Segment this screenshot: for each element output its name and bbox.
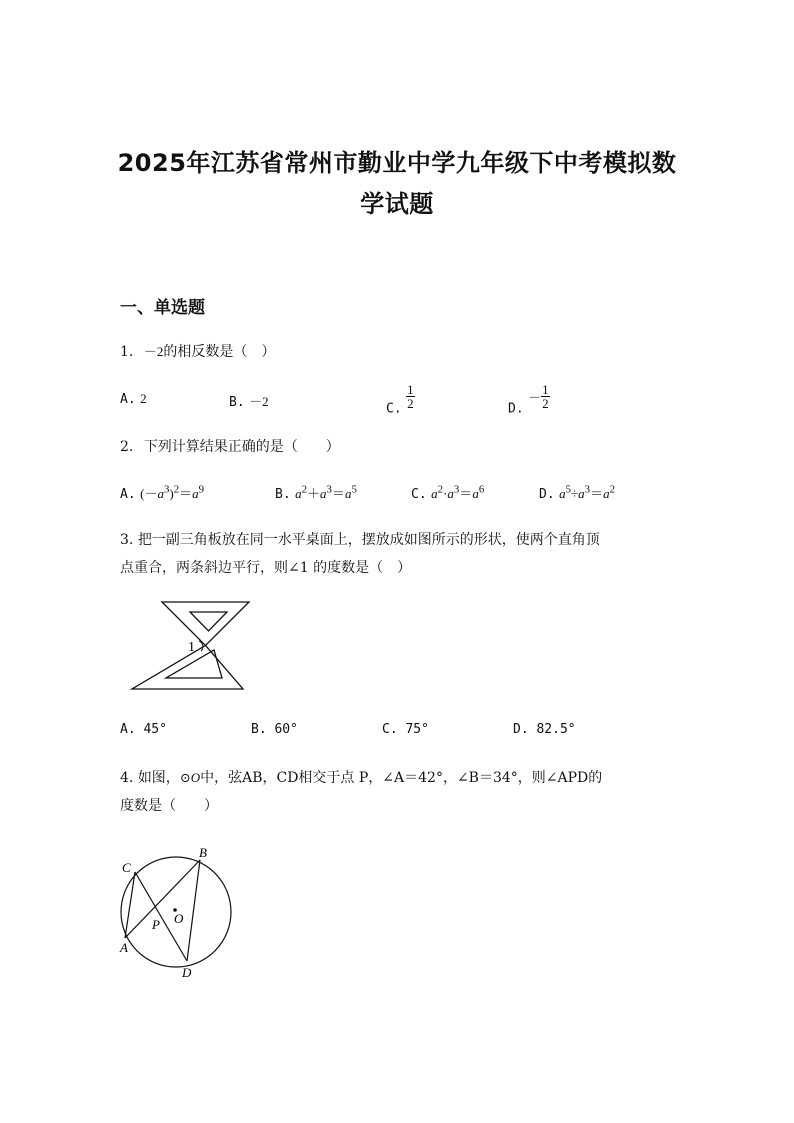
question-2-option-d[interactable]: D. $a^5\div a^3=a^2$ [539,483,616,502]
expr-a2-plus-a3: $a^2+a^3=a^5$ [295,483,357,501]
question-2-option-c[interactable]: C. $a^2\cdot a^3=a^6$ [411,483,485,502]
angle-1-label: 1 [188,640,195,655]
question-1-option-c[interactable]: C. $\frac{1}{2}$ [386,382,414,417]
label-p: P [152,917,160,932]
question-1-option-d[interactable]: D. － $\frac{1}{2}$ [508,382,549,417]
question-4-number: 4. [120,770,134,786]
question-3-option-b[interactable]: B. 60° [251,722,298,737]
label-o: O [174,911,184,926]
question-1-stem [120,338,680,366]
section-heading: 一、单选题 [120,298,205,318]
question-1-number: 1. [120,344,134,360]
label-b: B [199,845,207,860]
chord-ab [125,860,200,938]
document-title-line2: 学试题 [360,190,434,218]
question-3-option-d[interactable]: D. 82.5° [513,722,576,737]
ruler-45-outer [162,602,249,646]
question-2-number: 2. [120,439,134,455]
circle-o-symbol: ⊙O [179,770,201,785]
question-2-stem [120,433,680,461]
expr-neg-a-cubed-squared: $(-a^3)^2=a^9$ [140,483,205,501]
question-2-option-b[interactable]: B. $a^2+a^3=a^5$ [275,483,357,502]
circle-chords-figure [112,842,240,982]
triangle-rulers-figure [128,596,258,694]
question-1-text: 的相反数是（ ） [163,344,276,360]
question-1-expr: －2 [143,344,164,359]
question-3-number: 3. [120,532,134,548]
question-3-option-a[interactable]: A. 45° [120,722,167,737]
question-2-text: 下列计算结果正确的是（ ） [143,439,340,455]
expr-a2-times-a3: $a^2\cdot a^3=a^6$ [431,483,485,501]
question-1-option-b[interactable]: B. －2 [229,394,269,410]
fraction-one-half: $\frac{1}{2}$ [407,382,414,411]
question-3-option-c[interactable]: C. 75° [382,722,429,737]
segment-bd [187,860,200,961]
question-1-option-a[interactable]: A. 2 [120,391,147,407]
question-3-stem: 3. 把一副三角板放在同一水平桌面上，摆放成如图所示的形状，使两个直角顶 点重合，两条斜边平行，则∠1 的度数是（ ） [120,532,600,576]
label-d: D [182,965,192,980]
fraction-one-half-negative: $\frac{1}{2}$ [542,382,549,411]
question-2-option-a[interactable]: A. $(-a^3)^2=a^9$ [120,483,205,502]
expr-a5-div-a3: $a^5\div a^3=a^2$ [559,483,616,501]
question-4-stem: 4. 如图，⊙O中，弦AB，CD相交于点 P，∠A＝42°，∠B＝34°，则∠APD的 度数是（ ） [120,770,603,814]
label-c: C [122,860,131,875]
document-title-line1: 2025年江苏省常州市勤业中学九年级下中考模拟数 [117,149,677,177]
label-a: A [120,940,128,955]
ruler-45-inner [190,612,227,631]
